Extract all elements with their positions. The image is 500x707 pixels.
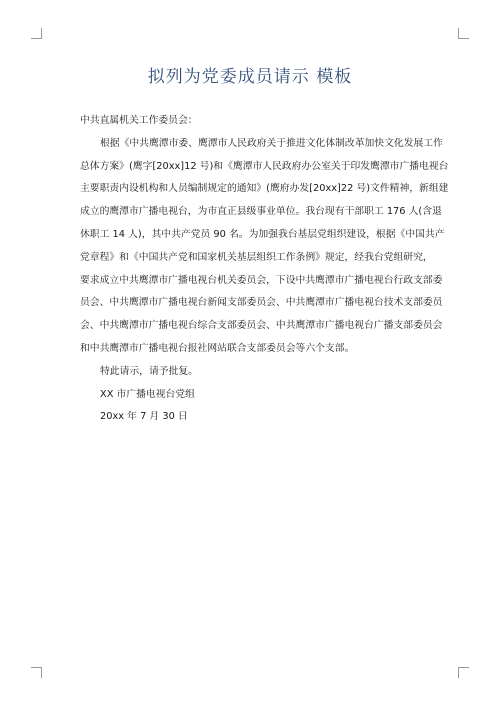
- body-line: 会、中共鹰潭市广播电视台综合支部委员会、中共鹰潭市广播电视台广播支部委员会: [80, 320, 443, 332]
- document-body: [80, 110, 466, 429]
- body-line: 党章程》和《中国共产党和国家机关基层组织工作条例》规定，经我台党组研究，: [80, 251, 433, 263]
- main-paragraph: [80, 133, 466, 361]
- body-line: 要求成立中共鹰潭市广播电视台机关委员会，下设中共鹰潭市广播电视台行政支部委: [80, 274, 443, 286]
- crop-mark-bottom-left: [31, 667, 42, 678]
- body-line: 员会、中共鹰潭市广播电视台新闻支部委员会、中共鹰潭市广播电视台技术支部委员: [80, 297, 443, 309]
- body-line: 总体方案》(鹰字[20xx]12 号)和《鹰潭市人民政府办公室关于印发鹰潭市广播电视台: [80, 160, 449, 172]
- closing-text: 特此请示，请予批复。: [100, 365, 198, 377]
- date: 20xx 年 7 月 30 日: [100, 411, 188, 423]
- body-line: 根据《中共鹰潭市委、鹰潭市人民政府关于推进文化体制改革加快文化发展工作: [100, 137, 443, 149]
- body-line: 休职工 14 人)，其中共产党员 90 名。为加强我台基层党组织建设，根据《中国共产: [80, 228, 445, 240]
- salutation: 中共直属机关工作委员会：: [80, 115, 198, 126]
- document-title: 拟列为党委成员请示 模板: [147, 67, 353, 87]
- body-line: 和中共鹰潭市广播电视台报社网站联合支部委员会等六个支部。: [80, 342, 355, 354]
- body-line: 主要职责内设机构和人员编制规定的通知》(鹰府办发[20xx]22 号)文件精神，新组建: [80, 183, 449, 195]
- signature: XX 市广播电视台党组: [100, 388, 195, 400]
- crop-mark-bottom-right: [458, 667, 469, 678]
- crop-mark-top-right: [458, 28, 469, 39]
- body-line: 成立的鹰潭市广播电视台，为市直正县级事业单位。我台现有干部职工 176 人(含退: [80, 206, 442, 218]
- crop-mark-top-left: [31, 28, 42, 39]
